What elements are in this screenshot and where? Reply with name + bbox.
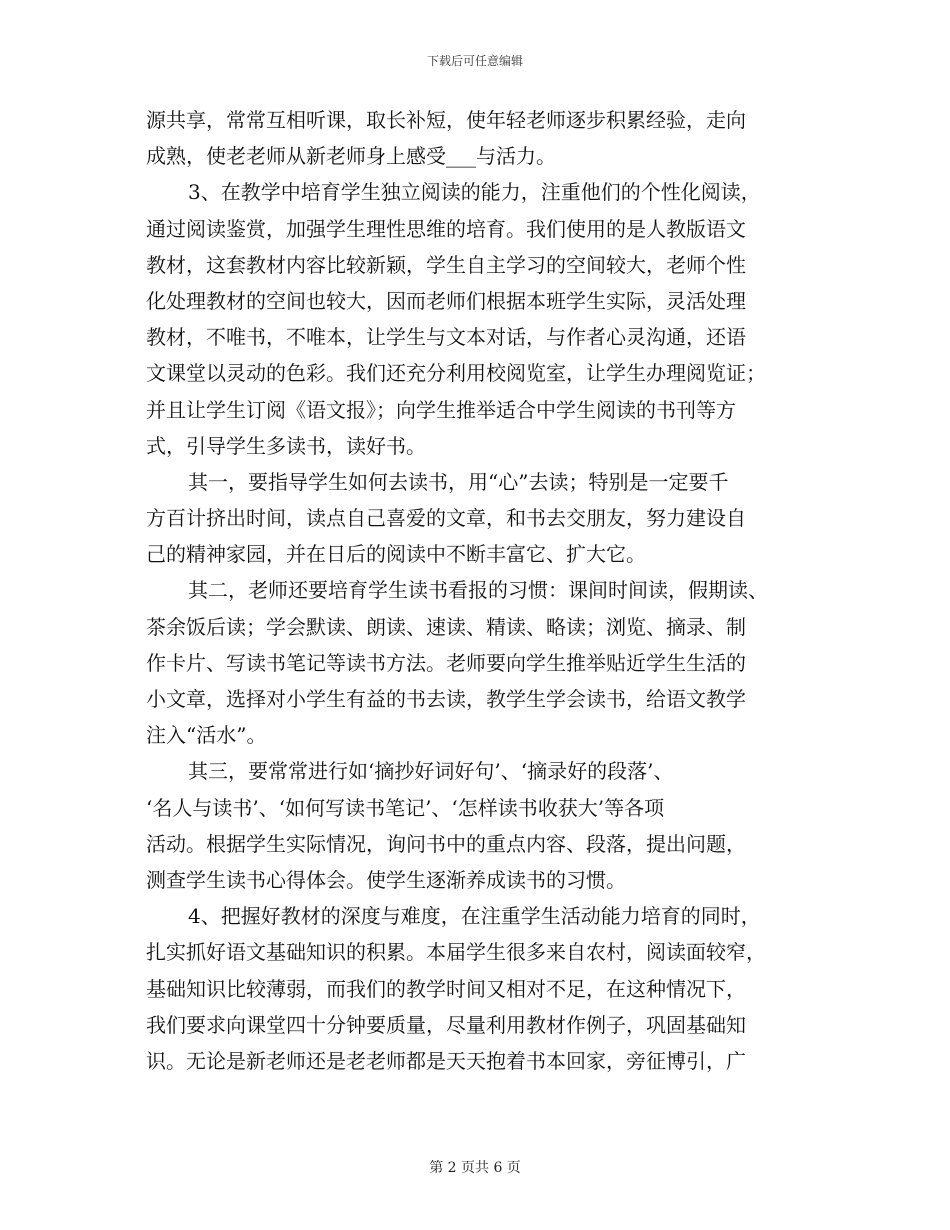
text-line: 化处理教材的空间也较大，因而老师们根据本班学生实际，灵活处理 xyxy=(146,288,746,313)
text-line: 并且让学生订阅《语文报》；向学生推举适合中学生阅读的书刊等方 xyxy=(146,397,736,422)
text-line: 文课堂以灵动的色彩。我们还充分利用校阅览室，让学生办理阅览证； xyxy=(146,361,766,386)
page-footer: 第 2 页共 6 页 xyxy=(429,1160,521,1176)
text-line: 式，引导学生多读书，读好书。 xyxy=(146,433,426,458)
text-line: 扎实抓好语文基础知识的积累。本届学生很多来自农村，阅读面较窄， xyxy=(146,940,766,965)
text-line: 其二，老师还要培育学生读书看报的习惯：课间时间读，假期读、 xyxy=(188,578,768,603)
text-line: 基础知识比较薄弱，而我们的教学时间又相对不足，在这种情况下， xyxy=(146,976,746,1001)
text-line: 小文章，选择对小学生有益的书去读，教学生学会读书，给语文教学 xyxy=(146,687,746,711)
page-header: 下载后可任意编辑 xyxy=(426,54,523,68)
text-line: 其三，要常常进行如‘摘抄好词好句’、‘摘录好的段落’、 xyxy=(188,759,674,784)
text-line: 方百计挤出时间，读点自己喜爱的文章，和书去交朋友，努力建设自 xyxy=(146,506,746,531)
text-line: 4、把握好教材的深度与难度，在注重学生活动能力培育的同时， xyxy=(188,904,761,929)
text-line: 3、在教学中培育学生独立阅读的能力，注重他们的个性化阅读， xyxy=(188,180,761,205)
text-line: 其一，要指导学生如何去读书，用“心”去读；特别是一定要千 xyxy=(188,469,729,494)
text-line: 测查学生读书心得体会。使学生逐渐养成读书的习惯。 xyxy=(146,867,626,892)
text-line: ‘名人与读书’、‘如何写读书笔记’、‘怎样读书收获大’等各项 xyxy=(146,795,665,820)
text-line: 我们要求向课堂四十分钟要质量，尽量利用教材作例子，巩固基础知 xyxy=(146,1012,746,1037)
text-line: 作卡片、写读书笔记等读书方法。老师要向学生推举贴近学生生活的 xyxy=(146,650,746,675)
text-line: 成熟，使老老师从新老师身上感受___与活力。 xyxy=(146,144,556,169)
text-line: 己的精神家园，并在日后的阅读中不断丰富它、扩大它。 xyxy=(146,542,646,567)
text-line: 识。无论是新老师还是老老师都是天天抱着书本回家，旁征博引，广 xyxy=(146,1048,746,1073)
text-line: 活动。根据学生实际情况，询问书中的重点内容、段落，提出问题， xyxy=(146,831,746,856)
text-line: 通过阅读鉴赏，加强学生理性思维的培育。我们使用的是人教版语文 xyxy=(146,216,746,241)
text-line: 注入“活水”。 xyxy=(146,723,267,748)
text-line: 茶余饭后读；学会默读、朗读、速读、精读、略读；浏览、摘录、制 xyxy=(146,614,746,639)
text-line: 教材，这套教材内容比较新颖，学生自主学习的空间较大，老师个性 xyxy=(146,252,746,277)
text-line: 源共享，常常互相听课，取长补短，使年轻老师逐步积累经验，走向 xyxy=(146,108,746,132)
body-text xyxy=(146,102,806,1079)
text-line: 教材，不唯书，不唯本，让学生与文本对话，与作者心灵沟通，还语 xyxy=(146,325,746,350)
